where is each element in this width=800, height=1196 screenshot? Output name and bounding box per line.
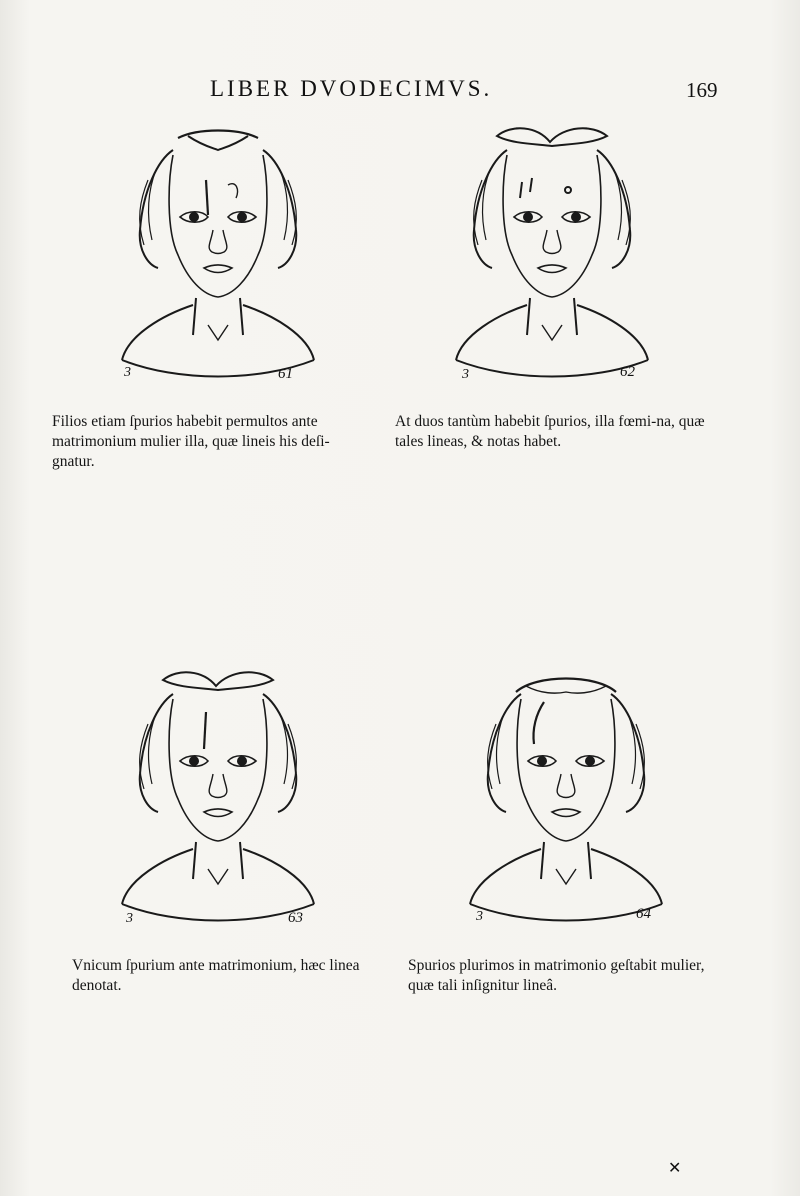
page-number: 169 bbox=[686, 78, 718, 102]
left-figure-number: 3 bbox=[124, 365, 131, 380]
caption-61 bbox=[52, 412, 372, 472]
left-figure-number: 3 bbox=[476, 909, 483, 924]
caption-text: Spurios plurimos in matrimonio geſtabit mulier, quæ tali inſignitur lineâ. bbox=[408, 957, 705, 994]
figure-number: 62 bbox=[620, 364, 635, 380]
caption-text: Vnicum ſpurium ante matrimonium, hæc linea denotat. bbox=[72, 957, 360, 994]
woodcut-face-62 bbox=[452, 120, 652, 380]
face-illustration-64 bbox=[466, 664, 666, 924]
figure-number: 61 bbox=[278, 366, 293, 380]
woodcut-face-63 bbox=[118, 664, 318, 924]
page-header bbox=[0, 76, 800, 110]
figure-number: 63 bbox=[288, 910, 303, 924]
face-illustration-61 bbox=[118, 120, 318, 380]
caption-62 bbox=[395, 412, 725, 452]
caption-text: Filios etiam ſpurios habebit permultos ante matrimonium mulier illa, quæ lineis his deſi-gnatur. bbox=[52, 413, 330, 470]
caption-64 bbox=[408, 956, 733, 996]
face-illustration-63 bbox=[118, 664, 318, 924]
left-figure-number: 3 bbox=[126, 911, 133, 924]
running-head: LIBER DVODECIMVS. bbox=[210, 76, 493, 101]
caption-text: At duos tantùm habebit ſpurios, illa fœmi-na, quæ tales lineas, & notas habet. bbox=[395, 413, 705, 450]
caption-63 bbox=[72, 956, 390, 996]
woodcut-face-64 bbox=[466, 664, 666, 924]
printer-mark: ✕ bbox=[668, 1160, 682, 1177]
woodcut-face-61 bbox=[118, 120, 318, 380]
figure-number: 64 bbox=[636, 906, 651, 922]
left-figure-number: 3 bbox=[462, 367, 469, 380]
face-illustration-62 bbox=[452, 120, 652, 380]
